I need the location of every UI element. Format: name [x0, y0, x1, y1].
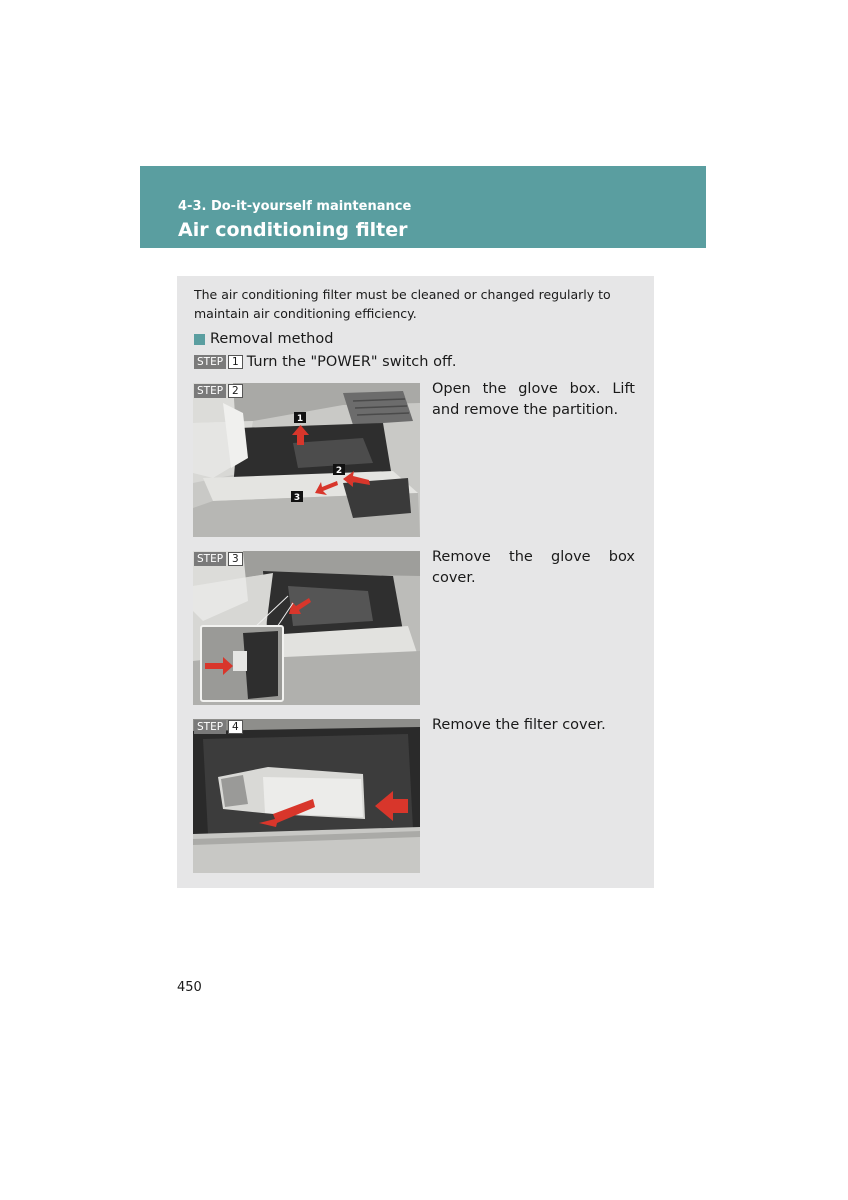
glove-box-cover-image — [193, 551, 420, 705]
removal-heading — [194, 331, 333, 347]
step-label: STEP — [194, 552, 226, 566]
page-number: 450 — [177, 980, 202, 995]
step-2-text: Open the glove box. Lift and remove the partition. — [432, 381, 635, 418]
content-panel — [177, 276, 654, 888]
step-3-badge — [194, 552, 243, 566]
step-4-illustration — [193, 719, 420, 873]
callout-1: 1 — [296, 414, 304, 424]
step-1-text: Turn the "POWER" switch off. — [246, 354, 457, 370]
filter-cover-image — [193, 719, 420, 873]
page-title: Air conditioning filter — [178, 219, 408, 241]
step-label: STEP — [194, 720, 226, 734]
section-header — [140, 166, 706, 248]
step-2-badge — [194, 384, 243, 398]
step-4-text: Remove the filter cover. — [432, 717, 606, 733]
step-3-illustration — [193, 551, 420, 705]
square-bullet-icon — [194, 334, 205, 345]
intro-text: The air conditioning filter must be cleaned or changed regularly to maintain air conditioning efficiency. — [194, 287, 611, 321]
step-2-illustration — [193, 383, 420, 537]
step-number: 1 — [228, 355, 243, 369]
step-number: 2 — [228, 384, 243, 398]
section-label: 4-3. Do-it-yourself maintenance — [178, 199, 412, 214]
step-label: STEP — [194, 355, 226, 369]
step-4-badge — [194, 720, 243, 734]
callout-3: 3 — [293, 493, 301, 503]
step-number: 3 — [228, 552, 243, 566]
step-1-badge — [194, 355, 243, 369]
callout-2: 2 — [335, 466, 343, 476]
step-number: 4 — [228, 720, 243, 734]
step-3-text: Remove the glove box cover. — [432, 549, 635, 586]
step-label: STEP — [194, 384, 226, 398]
glove-box-open-image — [193, 383, 420, 537]
step-1 — [194, 354, 457, 370]
removal-heading-label: Removal method — [210, 331, 334, 347]
